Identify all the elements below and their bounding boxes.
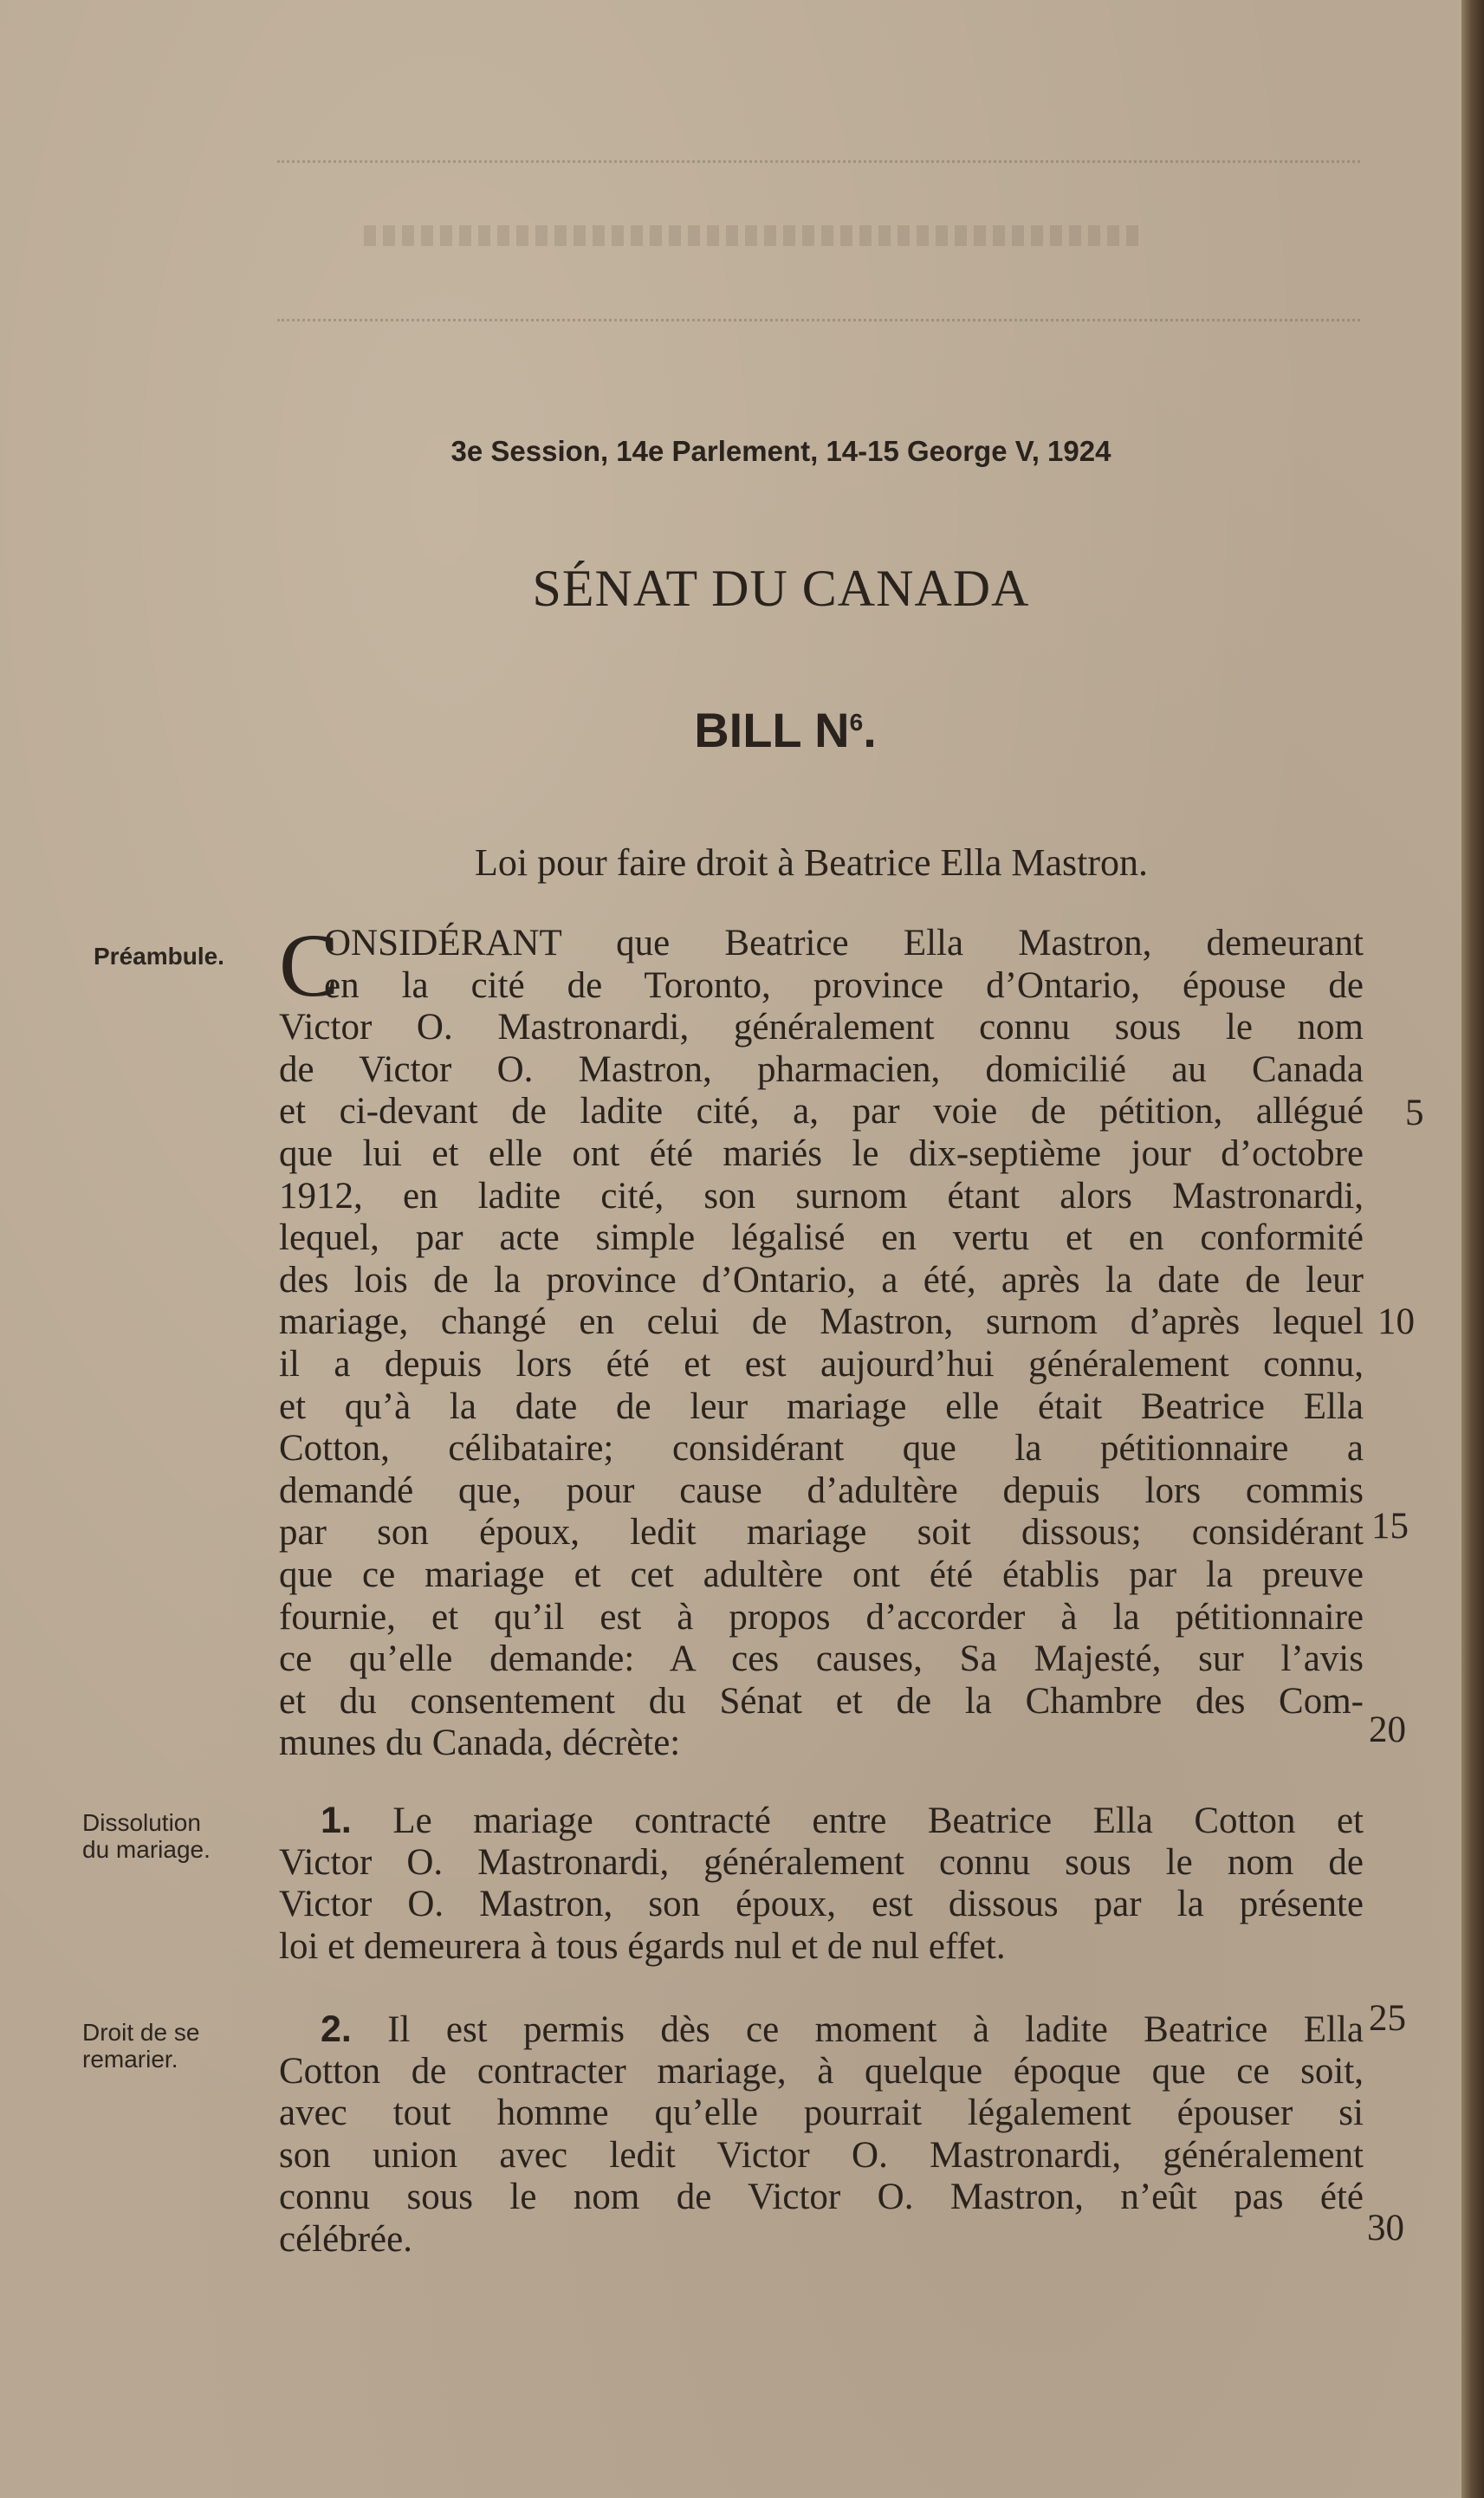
text-line: Cotton de contracter mariage, à quelque époque que ce soit, [279, 2050, 1364, 2092]
section-number: 1. [321, 1800, 352, 1841]
text-line: Victor O. Mastronardi, généralement connu sous le nom de [279, 1841, 1364, 1883]
text-line: munes du Canada, décrète: [279, 1723, 681, 1764]
line-number: 10 [1377, 1301, 1415, 1342]
section-1-paragraph [279, 1800, 1364, 1968]
margin-note-line: Droit de se [82, 2019, 200, 2046]
bleed-through-rule [277, 160, 1360, 163]
line-number: 5 [1405, 1093, 1424, 1133]
bill-suffix: . [863, 703, 877, 757]
bleed-through-rule [277, 319, 1360, 321]
text-line: 1912, en ladite cité, son surnom étant alors Mastronardi, [279, 1175, 1364, 1217]
section-first-line: Le mariage contracté entre Beatrice Ella Cotton et [392, 1801, 1364, 1841]
page-edge-shadow [1461, 0, 1484, 2498]
text-line: ONSIDÉRANT que Beatrice Ella Mastron, demeurant [324, 923, 1364, 964]
text-line: Victor O. Mastron, son époux, est dissous par la présente [279, 1884, 1364, 1925]
section-first-line: Il est permis dès ce moment à ladite Beatrice Ella [387, 2009, 1364, 2050]
text-line: ce qu’elle demande: A ces causes, Sa Majesté, sur l’avis [279, 1638, 1364, 1680]
senate-heading: SÉNAT DU CANADA [532, 560, 1030, 617]
text-line [279, 2008, 1364, 2051]
bill-superscript: 6 [849, 709, 864, 736]
line-number: 15 [1371, 1506, 1409, 1547]
session-line: 3e Session, 14e Parlement, 14-15 George V, 1924 [450, 435, 1111, 467]
margin-note-line: du mariage. [82, 1836, 211, 1863]
text-line: des lois de la province d’Ontario, a été, après la date de leur [279, 1259, 1364, 1301]
text-line: avec tout homme qu’elle pourrait légalement épouser si [279, 2092, 1364, 2134]
text-line: Victor O. Mastronardi, généralement connu sous le nom [279, 1007, 1364, 1048]
margin-note-preamble: Préambule. [94, 943, 224, 970]
text-line: connu sous le nom de Victor O. Mastron, n’eût pas été [279, 2177, 1364, 2218]
text-line: et ci-devant de ladite cité, a, par voie de pétition, allégué [279, 1091, 1364, 1132]
text-line: fournie, et qu’il est à propos d’accorder à la pétitionnaire [279, 1596, 1364, 1638]
preamble-paragraph [279, 916, 1364, 1765]
text-line: son union avec ledit Victor O. Mastronardi, généralement [279, 2134, 1364, 2176]
margin-note-remarry [82, 2019, 199, 2073]
text-line: Cotton, célibataire; considérant que la pétitionnaire a [279, 1428, 1364, 1470]
margin-note-dissolution [82, 1809, 211, 1863]
line-number: 20 [1369, 1710, 1406, 1750]
act-title: Loi pour faire droit à Beatrice Ella Mastron. [474, 841, 1149, 884]
text-line: mariage, changé en celui de Mastron, surnom d’après lequel [279, 1301, 1364, 1343]
line-number: 30 [1367, 2208, 1404, 2248]
bleed-through-text [364, 225, 1144, 246]
bill-number [0, 702, 1484, 758]
text-line: célébrée. [279, 2218, 412, 2260]
text-line: que lui et elle ont été mariés le dix-septième jour d’octobre [279, 1132, 1364, 1174]
text-line: que ce mariage et cet adultère ont été établis par la preuve [279, 1554, 1364, 1595]
section-2-paragraph [279, 2008, 1364, 2261]
text-line: en la cité de Toronto, province d’Ontario, épouse de [324, 964, 1364, 1006]
text-line: et du consentement du Sénat et de la Chambre des Com- [279, 1680, 1364, 1722]
text-line: demandé que, pour cause d’adultère depuis lors commis [279, 1470, 1364, 1511]
drop-cap: C [279, 916, 340, 1015]
text-line: loi et demeurera à tous égards nul et de nul effet. [279, 1925, 1006, 1967]
margin-note-line: Dissolution [82, 1809, 201, 1836]
text-line: de Victor O. Mastron, pharmacien, domicilié au Canada [279, 1048, 1364, 1090]
bill-label: BILL N [694, 703, 850, 757]
section-number: 2. [321, 2008, 352, 2050]
text-line [279, 1800, 1364, 1842]
margin-note-line: remarier. [82, 2046, 178, 2073]
line-number: 25 [1369, 1998, 1406, 2039]
text-line: il a depuis lors été et est aujourd’hui généralement connu, [279, 1343, 1364, 1385]
text-line: lequel, par acte simple légalisé en vertu et en conformité [279, 1217, 1364, 1259]
text-line: par son époux, ledit mariage soit dissous; considérant [279, 1512, 1364, 1554]
text-line: et qu’à la date de leur mariage elle était Beatrice Ella [279, 1385, 1364, 1427]
